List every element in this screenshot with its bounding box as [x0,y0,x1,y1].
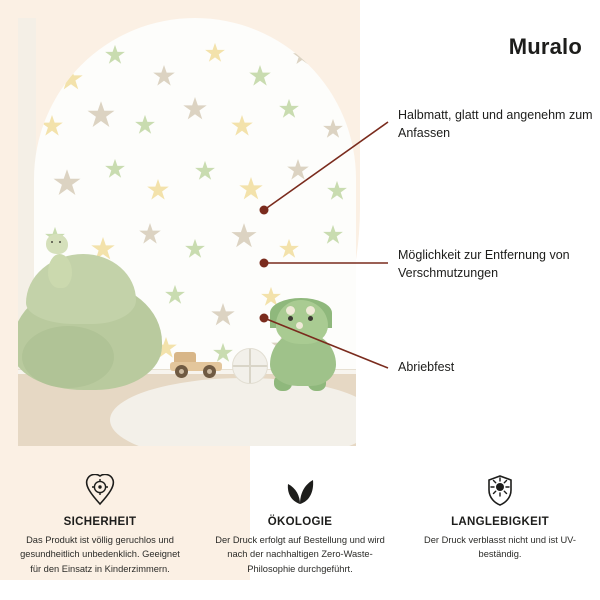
features-row [0,470,600,600]
feature-sicherheit [0,470,200,600]
brand-logo: Muralo [508,34,582,59]
feature-title: ÖKOLOGIE [267,516,333,528]
wooden-toy-car [170,352,222,378]
feature-title: LANGLEBIGKEIT [451,516,549,528]
dino-plush [44,234,78,288]
dino-toy [264,300,344,386]
callout-abriebfest: Abriebfest [398,360,455,374]
feature-oekologie [200,470,400,600]
leaf-icon [214,470,386,510]
product-photo [18,18,356,446]
bean-bag-shadow [22,326,114,388]
feature-desc: Das Produkt ist völlig geruchlos und gesundheitlich unbedenklich. Geeignet für den Einsatz in Kinderzimmern. [20,535,180,574]
sun-shield-icon [414,470,586,510]
feature-title: SICHERHEIT [63,516,137,528]
callout-entfernung: Möglichkeit zur Entfernung von Verschmutzungen [398,248,570,281]
feature-desc: Der Druck erfolgt auf Bestellung und wird nach der nachhaltigen Zero-Waste-Philosophie durchgeführt. [215,535,385,574]
feature-desc: Der Druck verblasst nicht und ist UV-beständig. [424,535,576,560]
callout-halbmatt: Halbmatt, glatt und angenehm zum Anfassen [398,108,593,141]
ball [232,348,268,384]
feature-langlebigkeit [400,470,600,600]
shield-heart-icon [14,470,186,510]
